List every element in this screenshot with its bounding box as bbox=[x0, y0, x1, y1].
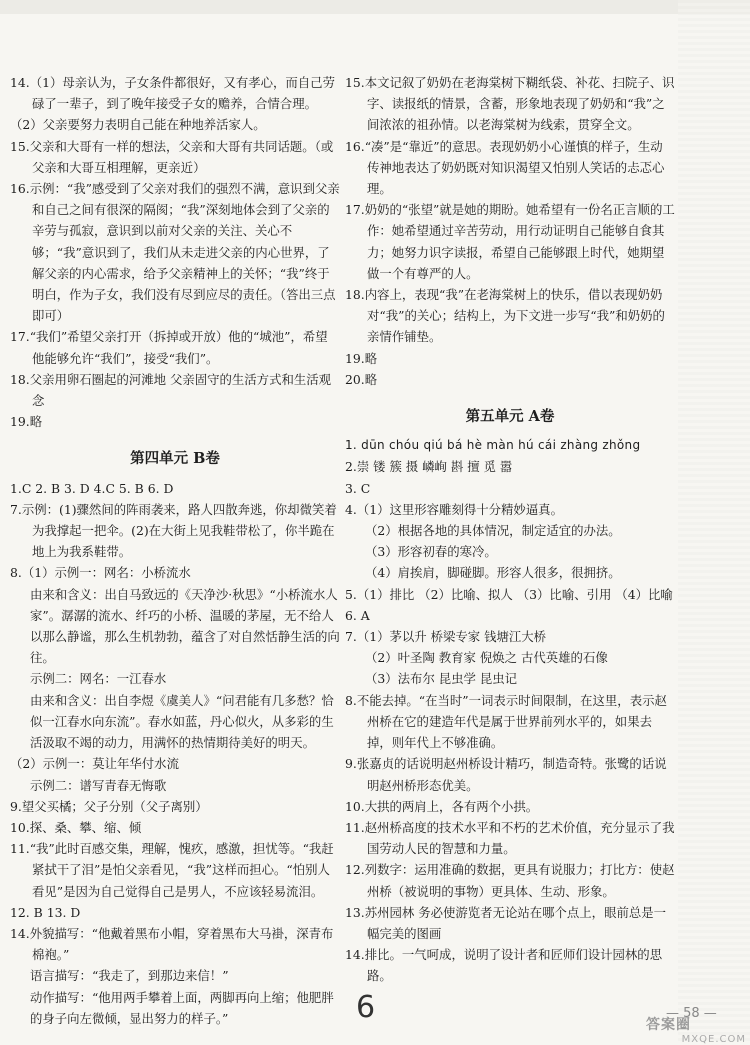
answer-line: （2）叶圣陶 教育家 倪焕之 古代英雄的石像 bbox=[365, 650, 608, 666]
answer-line: 12.列数字：运用准确的数据，更具有说服力；打比方：使赵州桥（被说明的事物）更具体、生动、形象。 bbox=[345, 862, 675, 899]
answer-line: 7.（1）茅以升 桥梁专家 钱塘江大桥 bbox=[345, 629, 547, 645]
answer-line: 3. C bbox=[345, 480, 371, 496]
answer-line: 4.（1）这里形容雕刻得十分精妙逼真。 bbox=[345, 501, 563, 517]
site-watermark bbox=[646, 1014, 746, 1045]
top-scan-strip bbox=[0, 0, 750, 14]
answer-line: （3）形容初春的寒冷。 bbox=[365, 544, 497, 560]
answer-line: 动作描写：“他用两手攀着上面，两脚再向上缩；他肥胖的身子向左微倾，显出努力的样子。” bbox=[30, 989, 334, 1026]
answer-line: 20.略 bbox=[345, 371, 378, 387]
answer-line: 由来和含义：出自李煜《虞美人》“问君能有几多愁？恰似一江春水向东流”。春水如蓝，丹心似火，从多彩的生活汲取不竭的动力，用满怀的热情期待美好的明天。 bbox=[30, 692, 334, 751]
answer-line: （2）根据各地的具体情况，制定适宜的办法。 bbox=[365, 523, 621, 539]
answer-line: 10.探、桑、攀、缩、倾 bbox=[10, 819, 142, 835]
answer-line: 18.父亲用卵石圈起的河滩地 父亲固守的生活方式和生活观念 bbox=[10, 371, 332, 409]
answer-line: 示例二：谱写青春无悔歌 bbox=[30, 777, 167, 793]
answer-line: 9.张嘉贞的话说明赵州桥设计精巧，制造奇特。张鹭的话说明赵州桥形态优美。 bbox=[345, 756, 667, 793]
answer-line: 示例二：网名：一江春水 bbox=[30, 671, 167, 687]
left-column bbox=[10, 72, 340, 1029]
answer-line: 18.内容上，表现“我”在老海棠树上的快乐，借以表现奶奶对“我”的关心；结构上，为下文进一步写“我”和奶奶的亲情作铺垫。 bbox=[345, 287, 665, 345]
handwritten-number: 6 bbox=[356, 990, 376, 1025]
answer-line: 14.（1）母亲认为，子女条件都很好，又有孝心，而自己劳碌了一辈子，到了晚年接受子女的赡养，合情合理。 bbox=[10, 75, 335, 112]
answer-line: （4）肩挨肩，脚碰脚。形容人很多，很拥挤。 bbox=[365, 565, 621, 581]
answer-line: 14.排比。一气呵成，说明了设计者和匠师们设计园林的思路。 bbox=[345, 947, 663, 984]
answer-line: 语言描写：“我走了，到那边来信！” bbox=[30, 968, 229, 984]
answer-line: 1.C 2. B 3. D 4.C 5. B 6. D bbox=[10, 480, 174, 496]
answer-line: 1. dūn chóu qiú bá hè màn hú cái zhàng zhǒng bbox=[345, 438, 641, 453]
answer-line: 13.苏州园林 务必使游览者无论站在哪个点上，眼前总是一幅完美的图画 bbox=[345, 904, 667, 941]
answer-line: 6. A bbox=[345, 607, 370, 623]
unit-title: 第五单元 A卷 bbox=[465, 408, 555, 426]
answer-line: 12. B 13. D bbox=[10, 904, 81, 920]
answer-line: 15.父亲和大哥有一样的想法，父亲和大哥有共同话题。（或父亲和大哥互相理解，更亲近） bbox=[10, 138, 334, 175]
answer-line: 9.望父买橘；父子分别（父子离别） bbox=[10, 798, 208, 814]
answer-line: 17.奶奶的“张望”就是她的期盼。她希望有一份名正言顺的工作：她希望通过辛苦劳动，用行动证明自己能够自食其力；她努力识字读报，希望自己能够跟上时代，她期望做一个有尊严的人。 bbox=[345, 202, 675, 281]
right-column bbox=[345, 72, 675, 987]
page-number: — 58 — bbox=[666, 1006, 717, 1021]
watermark-logo: 答案圈 bbox=[646, 1017, 691, 1033]
answer-line: 5.（1）排比 （2）比喻、拟人 （3）比喻、引用 （4）比喻 bbox=[345, 586, 673, 602]
answer-line: 17.“我们”希望父亲打开（拆掉或开放）他的“城池”，希望他能够允许“我们”，接受“我们”。 bbox=[10, 329, 328, 366]
answer-line: 8.不能去掉。“在当时”一词表示时间限制，在这里，表示赵州桥在它的建造年代是属于世界前列水平的，如果去掉，则年代上不够准确。 bbox=[345, 692, 667, 751]
answer-line: （2）父亲要努力表明自己能在种地养活家人。 bbox=[10, 117, 266, 133]
answer-line: 16.示例：“我”感受到了父亲对我们的强烈不满，意识到父亲和自己之间有很深的隔阂；“我”深刻地体会到了父亲的辛劳与孤寂，意识到以前对父亲的关注、关心不够；“我”意识到了，我们从未走进父亲的内心世界，了解父亲的内心需求，给予父亲精神上的关怀；“我”终于明白，作为子女，我们没有尽到应尽的责任。（答出三点即可） bbox=[10, 181, 340, 324]
answer-line: 10.大拱的两肩上，各有两个小拱。 bbox=[345, 798, 539, 814]
answer-line: （3）法布尔 昆虫学 昆虫记 bbox=[365, 671, 518, 687]
answer-line: 7.示例：(1)骤然间的阵雨袭来，路人四散奔逃，你却微笑着为我撑起一把伞。(2)在大街上见我鞋带松了，你半跪在地上为我系鞋带。 bbox=[10, 501, 337, 560]
answer-line: 16.“凑”是“靠近”的意思。表现奶奶小心谨慎的样子，生动传神地表达了奶奶既对知识渴望又怕别人笑话的忐忑心理。 bbox=[345, 138, 665, 197]
answer-line: 19.略 bbox=[345, 350, 378, 366]
unit-title: 第四单元 B卷 bbox=[130, 450, 220, 468]
answer-line: 14.外貌描写：“他戴着黑布小帽，穿着黑布大马褂，深青布棉袍。” bbox=[10, 925, 334, 963]
answer-line: 15.本文记叙了奶奶在老海棠树下糊纸袋、补花、扫院子、识字、读报纸的情景，含蓄，形象地表现了奶奶和“我”之间浓浓的祖孙情。以老海棠树为线索，贯穿全文。 bbox=[345, 75, 675, 133]
answer-line: （2）示例一：莫让年华付水流 bbox=[10, 756, 179, 772]
answer-line: 19.略 bbox=[10, 414, 43, 430]
answer-line: 8.（1）示例一：网名：小桥流水 bbox=[10, 565, 191, 581]
answer-line: 由来和含义：出自马致远的《天净沙·秋思》“小桥流水人家”。潺潺的流水、纤巧的小桥、温暖的茅屋，无不给人以那么静谧，那么生机勃勃，蕴含了对自然恬静生活的向往。 bbox=[30, 586, 340, 666]
answer-line: 11.“我”此时百感交集，理解，愧疚，感激，担忧等。“我赶紧拭干了泪”是怕父亲看见，“我”这样而担心。“怕别人看见”是因为自己觉得自己是男人，不应该轻易流泪。 bbox=[10, 841, 334, 899]
page-edge-texture bbox=[678, 0, 750, 1044]
answer-line: 2.崇 镂 簇 摄 嶙峋 斟 擅 觅 嚣 bbox=[345, 459, 513, 475]
watermark-url: MXQE.COM bbox=[681, 1034, 746, 1045]
answer-line: 11.赵州桥高度的技术水平和不朽的艺术价值，充分显示了我国劳动人民的智慧和力量。 bbox=[345, 819, 675, 857]
